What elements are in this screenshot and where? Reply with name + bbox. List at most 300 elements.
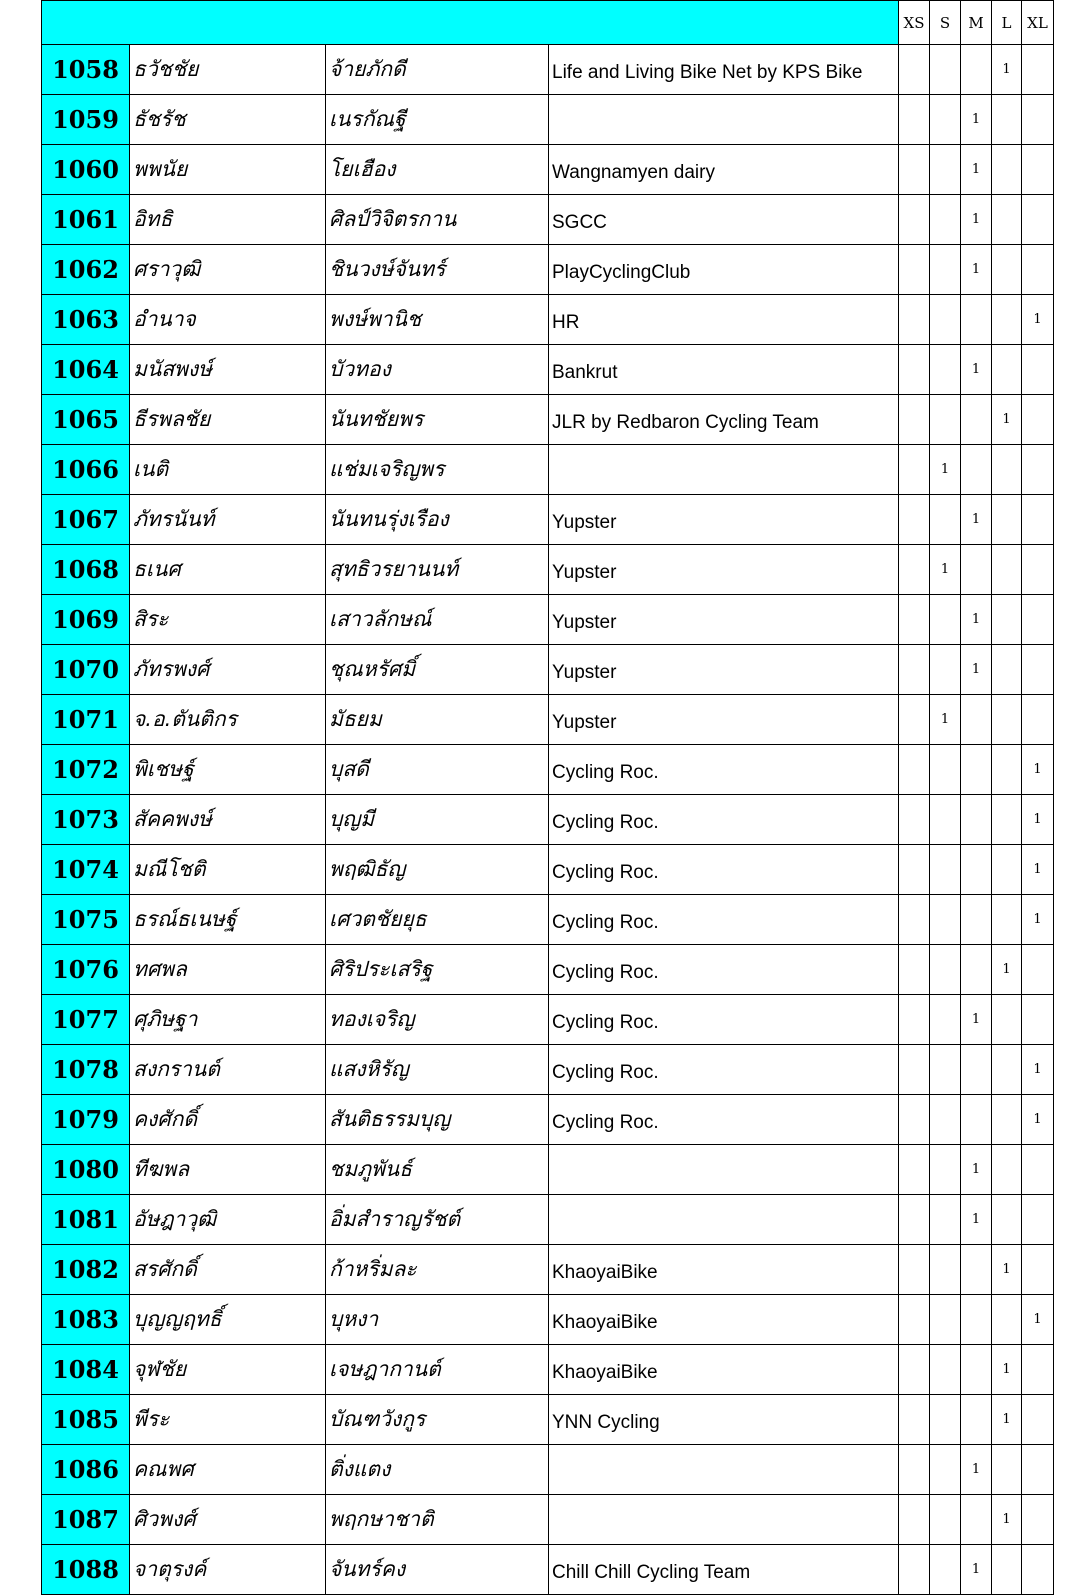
size-cell-m: 1: [961, 95, 992, 145]
size-cell-xl: [1022, 445, 1054, 495]
last-name: เนรกัณฐี: [326, 95, 549, 145]
size-cell-s: 1: [930, 695, 961, 745]
team-name: Life and Living Bike Net by KPS Bike: [549, 45, 899, 95]
size-cell-l: [992, 645, 1022, 695]
size-cell-m: [961, 445, 992, 495]
team-name: [549, 1145, 899, 1195]
size-cell-xs: [899, 145, 930, 195]
team-name: Bankrut: [549, 345, 899, 395]
size-cell-m: 1: [961, 1445, 992, 1495]
bib-number: 1060: [42, 145, 130, 195]
size-cell-s: [930, 195, 961, 245]
size-cell-m: [961, 1045, 992, 1095]
size-cell-s: [930, 145, 961, 195]
size-cell-s: [930, 895, 961, 945]
bib-number: 1085: [42, 1395, 130, 1445]
size-cell-m: 1: [961, 1545, 992, 1595]
team-name: KhaoyaiBike: [549, 1295, 899, 1345]
size-cell-s: [930, 1545, 961, 1595]
size-cell-s: [930, 495, 961, 545]
size-cell-xl: [1022, 645, 1054, 695]
size-cell-xl: [1022, 95, 1054, 145]
size-cell-s: [930, 1345, 961, 1395]
size-cell-m: [961, 1095, 992, 1145]
size-cell-m: 1: [961, 1145, 992, 1195]
first-name: สงกรานต์: [130, 1045, 326, 1095]
size-cell-xs: [899, 595, 930, 645]
table-row: [42, 595, 1054, 645]
table-row: [42, 195, 1054, 245]
team-name: Cycling Roc.: [549, 995, 899, 1045]
first-name: สิระ: [130, 595, 326, 645]
size-cell-l: 1: [992, 45, 1022, 95]
size-cell-xl: [1022, 1495, 1054, 1545]
size-cell-m: 1: [961, 645, 992, 695]
last-name: จันทร์คง: [326, 1545, 549, 1595]
size-cell-xs: [899, 995, 930, 1045]
team-name: [549, 95, 899, 145]
bib-number: 1074: [42, 845, 130, 895]
size-cell-l: [992, 1095, 1022, 1145]
size-cell-xs: [899, 645, 930, 695]
bib-number: 1077: [42, 995, 130, 1045]
bib-number: 1080: [42, 1145, 130, 1195]
size-cell-m: 1: [961, 495, 992, 545]
size-cell-xl: [1022, 1395, 1054, 1445]
first-name: อิทธิ: [130, 195, 326, 245]
size-cell-xs: [899, 395, 930, 445]
size-cell-xl: [1022, 45, 1054, 95]
table-row: [42, 245, 1054, 295]
size-cell-s: [930, 295, 961, 345]
size-cell-xs: [899, 1045, 930, 1095]
size-cell-s: [930, 1495, 961, 1545]
size-cell-s: [930, 345, 961, 395]
size-cell-s: [930, 1445, 961, 1495]
bib-number: 1071: [42, 695, 130, 745]
size-cell-xl: [1022, 945, 1054, 995]
size-cell-xl: [1022, 1345, 1054, 1395]
size-cell-xs: [899, 545, 930, 595]
bib-number: 1082: [42, 1245, 130, 1295]
first-name: คณพศ: [130, 1445, 326, 1495]
size-cell-xs: [899, 45, 930, 95]
size-cell-s: [930, 1195, 961, 1245]
size-cell-l: [992, 595, 1022, 645]
team-name: Cycling Roc.: [549, 745, 899, 795]
size-cell-l: [992, 345, 1022, 395]
size-cell-xs: [899, 95, 930, 145]
size-cell-l: [992, 1445, 1022, 1495]
last-name: จ้ายภักดี: [326, 45, 549, 95]
team-name: Cycling Roc.: [549, 845, 899, 895]
team-name: YNN Cycling: [549, 1395, 899, 1445]
size-cell-s: [930, 795, 961, 845]
bib-number: 1063: [42, 295, 130, 345]
last-name: นันทนรุ่งเรือง: [326, 495, 549, 545]
size-cell-xs: [899, 445, 930, 495]
size-header-xs: XS: [899, 1, 930, 45]
last-name: บัณฑวังกูร: [326, 1395, 549, 1445]
team-name: Yupster: [549, 545, 899, 595]
bib-number: 1062: [42, 245, 130, 295]
size-cell-l: [992, 795, 1022, 845]
table-row: [42, 95, 1054, 145]
team-name: Yupster: [549, 495, 899, 545]
table-row: [42, 945, 1054, 995]
last-name: โยเฮือง: [326, 145, 549, 195]
first-name: จุฬชัย: [130, 1345, 326, 1395]
size-cell-xl: [1022, 195, 1054, 245]
size-cell-s: [930, 995, 961, 1045]
table-row: [42, 445, 1054, 495]
table-row: [42, 1445, 1054, 1495]
size-cell-xs: [899, 945, 930, 995]
size-cell-s: [930, 245, 961, 295]
table-row: [42, 1545, 1054, 1595]
first-name: อำนาจ: [130, 295, 326, 345]
bib-number: 1061: [42, 195, 130, 245]
size-cell-m: 1: [961, 145, 992, 195]
team-name: [549, 1195, 899, 1245]
size-cell-xs: [899, 1545, 930, 1595]
size-cell-l: 1: [992, 1495, 1022, 1545]
size-cell-l: [992, 195, 1022, 245]
bib-number: 1058: [42, 45, 130, 95]
size-cell-s: [930, 395, 961, 445]
team-name: Cycling Roc.: [549, 895, 899, 945]
size-cell-m: [961, 1245, 992, 1295]
size-cell-l: [992, 95, 1022, 145]
last-name: สุทธิวรยานนท์: [326, 545, 549, 595]
size-cell-l: [992, 1145, 1022, 1195]
size-cell-m: [961, 895, 992, 945]
first-name: บุญญฤทธิ์: [130, 1295, 326, 1345]
last-name: ก้าหริ่มละ: [326, 1245, 549, 1295]
size-cell-l: [992, 745, 1022, 795]
table-row: [42, 495, 1054, 545]
bib-number: 1068: [42, 545, 130, 595]
size-cell-l: [992, 1045, 1022, 1095]
size-cell-xs: [899, 1195, 930, 1245]
header-row: [42, 1, 1054, 45]
last-name: อิ่มสำราญรัชต์: [326, 1195, 549, 1245]
first-name: ทีฆพล: [130, 1145, 326, 1195]
size-cell-s: [930, 845, 961, 895]
first-name: ธัชรัช: [130, 95, 326, 145]
last-name: แช่มเจริญพร: [326, 445, 549, 495]
size-cell-l: [992, 545, 1022, 595]
team-name: Chill Chill Cycling Team: [549, 1545, 899, 1595]
size-cell-m: 1: [961, 245, 992, 295]
size-cell-m: [961, 795, 992, 845]
bib-number: 1087: [42, 1495, 130, 1545]
size-cell-m: [961, 1345, 992, 1395]
first-name: จ.อ.ตันติกร: [130, 695, 326, 745]
team-name: [549, 445, 899, 495]
table-row: [42, 1345, 1054, 1395]
size-cell-l: [992, 895, 1022, 945]
team-name: [549, 1495, 899, 1545]
size-cell-l: [992, 445, 1022, 495]
table-row: [42, 295, 1054, 345]
size-cell-xl: [1022, 545, 1054, 595]
team-name: Yupster: [549, 645, 899, 695]
first-name: มณีโชติ: [130, 845, 326, 895]
table-row: [42, 395, 1054, 445]
size-cell-xs: [899, 1345, 930, 1395]
bib-number: 1064: [42, 345, 130, 395]
first-name: พิเชษฐ์: [130, 745, 326, 795]
size-cell-m: 1: [961, 1195, 992, 1245]
table-row: [42, 645, 1054, 695]
table-row: [42, 145, 1054, 195]
last-name: พงษ์พานิช: [326, 295, 549, 345]
table-row: [42, 1295, 1054, 1345]
bib-number: 1075: [42, 895, 130, 945]
last-name: บุสดี: [326, 745, 549, 795]
header-blank-cell: [42, 1, 899, 45]
table-row: [42, 1195, 1054, 1245]
size-cell-xl: [1022, 495, 1054, 545]
first-name: ธรณ์ธเนษฐ์: [130, 895, 326, 945]
size-cell-s: [930, 1045, 961, 1095]
bib-number: 1066: [42, 445, 130, 495]
bib-number: 1069: [42, 595, 130, 645]
first-name: สรศักดิ์: [130, 1245, 326, 1295]
last-name: บัวทอง: [326, 345, 549, 395]
size-cell-l: [992, 845, 1022, 895]
table-row: [42, 545, 1054, 595]
size-cell-s: [930, 645, 961, 695]
size-header-s: S: [930, 1, 961, 45]
size-header-xl: XL: [1022, 1, 1054, 45]
size-cell-xl: 1: [1022, 1095, 1054, 1145]
bib-number: 1067: [42, 495, 130, 545]
last-name: ศิลป์วิจิตรกาน: [326, 195, 549, 245]
size-cell-xs: [899, 845, 930, 895]
last-name: เศวตชัยยุธ: [326, 895, 549, 945]
size-cell-xs: [899, 1445, 930, 1495]
size-cell-m: [961, 1395, 992, 1445]
last-name: บุญมี: [326, 795, 549, 845]
size-cell-xs: [899, 295, 930, 345]
bib-number: 1088: [42, 1545, 130, 1595]
size-cell-m: [961, 845, 992, 895]
size-cell-xl: 1: [1022, 895, 1054, 945]
size-cell-xs: [899, 345, 930, 395]
size-cell-xl: [1022, 695, 1054, 745]
size-cell-m: [961, 295, 992, 345]
team-name: KhaoyaiBike: [549, 1345, 899, 1395]
first-name: มนัสพงษ์: [130, 345, 326, 395]
size-cell-s: 1: [930, 445, 961, 495]
size-cell-m: [961, 695, 992, 745]
size-cell-xl: [1022, 1145, 1054, 1195]
size-cell-l: [992, 695, 1022, 745]
team-name: Cycling Roc.: [549, 945, 899, 995]
first-name: ทศพล: [130, 945, 326, 995]
team-name: HR: [549, 295, 899, 345]
team-name: Cycling Roc.: [549, 795, 899, 845]
size-cell-xl: [1022, 395, 1054, 445]
size-cell-l: [992, 1545, 1022, 1595]
size-cell-s: [930, 1095, 961, 1145]
table-row: [42, 1045, 1054, 1095]
size-cell-xs: [899, 495, 930, 545]
size-cell-xs: [899, 1495, 930, 1545]
size-cell-xs: [899, 195, 930, 245]
size-cell-xl: [1022, 595, 1054, 645]
size-cell-s: [930, 1145, 961, 1195]
last-name: ชุณหรัศมิ์: [326, 645, 549, 695]
size-cell-m: 1: [961, 595, 992, 645]
table-row: [42, 1495, 1054, 1545]
size-cell-m: 1: [961, 345, 992, 395]
table-row: [42, 745, 1054, 795]
bib-number: 1079: [42, 1095, 130, 1145]
size-cell-m: [961, 545, 992, 595]
first-name: อัษฎาวุฒิ: [130, 1195, 326, 1245]
table-row: [42, 45, 1054, 95]
bib-number: 1065: [42, 395, 130, 445]
first-name: สัคคพงษ์: [130, 795, 326, 845]
size-cell-xl: 1: [1022, 1045, 1054, 1095]
size-cell-s: [930, 1245, 961, 1295]
size-cell-xl: 1: [1022, 295, 1054, 345]
size-cell-l: [992, 145, 1022, 195]
size-cell-xs: [899, 245, 930, 295]
last-name: ทองเจริญ: [326, 995, 549, 1045]
table-row: [42, 845, 1054, 895]
size-cell-l: [992, 1295, 1022, 1345]
bib-number: 1072: [42, 745, 130, 795]
last-name: พฤฒิธัญ: [326, 845, 549, 895]
size-cell-m: [961, 45, 992, 95]
size-cell-l: [992, 995, 1022, 1045]
size-cell-xl: [1022, 1445, 1054, 1495]
size-cell-xl: 1: [1022, 745, 1054, 795]
team-name: Yupster: [549, 595, 899, 645]
size-cell-l: [992, 245, 1022, 295]
team-name: KhaoyaiBike: [549, 1245, 899, 1295]
first-name: พีระ: [130, 1395, 326, 1445]
size-cell-s: [930, 95, 961, 145]
size-cell-m: [961, 745, 992, 795]
team-name: [549, 1445, 899, 1495]
size-cell-xs: [899, 1095, 930, 1145]
size-cell-m: [961, 1495, 992, 1545]
size-cell-m: 1: [961, 195, 992, 245]
size-cell-m: [961, 1295, 992, 1345]
first-name: พพนัย: [130, 145, 326, 195]
size-cell-xl: [1022, 1245, 1054, 1295]
bib-number: 1059: [42, 95, 130, 145]
first-name: ธเนศ: [130, 545, 326, 595]
team-name: Cycling Roc.: [549, 1045, 899, 1095]
size-cell-l: 1: [992, 1395, 1022, 1445]
size-cell-xs: [899, 895, 930, 945]
table-row: [42, 895, 1054, 945]
bib-number: 1076: [42, 945, 130, 995]
size-cell-s: [930, 945, 961, 995]
size-cell-xl: [1022, 995, 1054, 1045]
team-name: Wangnamyen dairy: [549, 145, 899, 195]
table-row: [42, 1095, 1054, 1145]
size-cell-l: [992, 495, 1022, 545]
first-name: ศิวพงศ์: [130, 1495, 326, 1545]
bib-number: 1086: [42, 1445, 130, 1495]
team-name: Yupster: [549, 695, 899, 745]
size-cell-s: 1: [930, 545, 961, 595]
size-cell-xl: 1: [1022, 845, 1054, 895]
registration-table: [41, 0, 1054, 1595]
size-cell-s: [930, 595, 961, 645]
bib-number: 1083: [42, 1295, 130, 1345]
last-name: ติ่งแตง: [326, 1445, 549, 1495]
last-name: บุหงา: [326, 1295, 549, 1345]
size-cell-m: 1: [961, 995, 992, 1045]
size-cell-s: [930, 745, 961, 795]
table-row: [42, 1395, 1054, 1445]
size-cell-l: 1: [992, 945, 1022, 995]
table-row: [42, 995, 1054, 1045]
size-cell-xl: 1: [1022, 795, 1054, 845]
table-row: [42, 695, 1054, 745]
bib-number: 1084: [42, 1345, 130, 1395]
last-name: เสาวลักษณ์: [326, 595, 549, 645]
size-cell-xs: [899, 1145, 930, 1195]
first-name: ศุภิษฐา: [130, 995, 326, 1045]
size-header-l: L: [992, 1, 1022, 45]
bib-number: 1078: [42, 1045, 130, 1095]
size-cell-l: [992, 1195, 1022, 1245]
first-name: ศราวุฒิ: [130, 245, 326, 295]
first-name: จาตุรงค์: [130, 1545, 326, 1595]
size-cell-s: [930, 1395, 961, 1445]
bib-number: 1081: [42, 1195, 130, 1245]
last-name: ชินวงษ์จันทร์: [326, 245, 549, 295]
team-name: Cycling Roc.: [549, 1095, 899, 1145]
table-row: [42, 1145, 1054, 1195]
table-row: [42, 345, 1054, 395]
size-cell-s: [930, 45, 961, 95]
size-cell-m: [961, 945, 992, 995]
last-name: ชมภูพันธ์: [326, 1145, 549, 1195]
size-cell-xs: [899, 1395, 930, 1445]
last-name: สันติธรรมบุญ: [326, 1095, 549, 1145]
last-name: ศิริประเสริฐ: [326, 945, 549, 995]
size-header-m: M: [961, 1, 992, 45]
size-cell-l: [992, 295, 1022, 345]
size-cell-xs: [899, 1245, 930, 1295]
size-cell-xl: 1: [1022, 1295, 1054, 1345]
table-row: [42, 795, 1054, 845]
team-name: JLR by Redbaron Cycling Team: [549, 395, 899, 445]
size-cell-m: [961, 395, 992, 445]
size-cell-xs: [899, 795, 930, 845]
first-name: ภัทรพงศ์: [130, 645, 326, 695]
last-name: เจษฎากานต์: [326, 1345, 549, 1395]
first-name: ภัทรนันท์: [130, 495, 326, 545]
size-cell-xs: [899, 745, 930, 795]
last-name: นันทชัยพร: [326, 395, 549, 445]
size-cell-xl: [1022, 245, 1054, 295]
size-cell-s: [930, 1295, 961, 1345]
first-name: คงศักดิ์: [130, 1095, 326, 1145]
size-cell-xl: [1022, 145, 1054, 195]
size-cell-l: 1: [992, 1245, 1022, 1295]
